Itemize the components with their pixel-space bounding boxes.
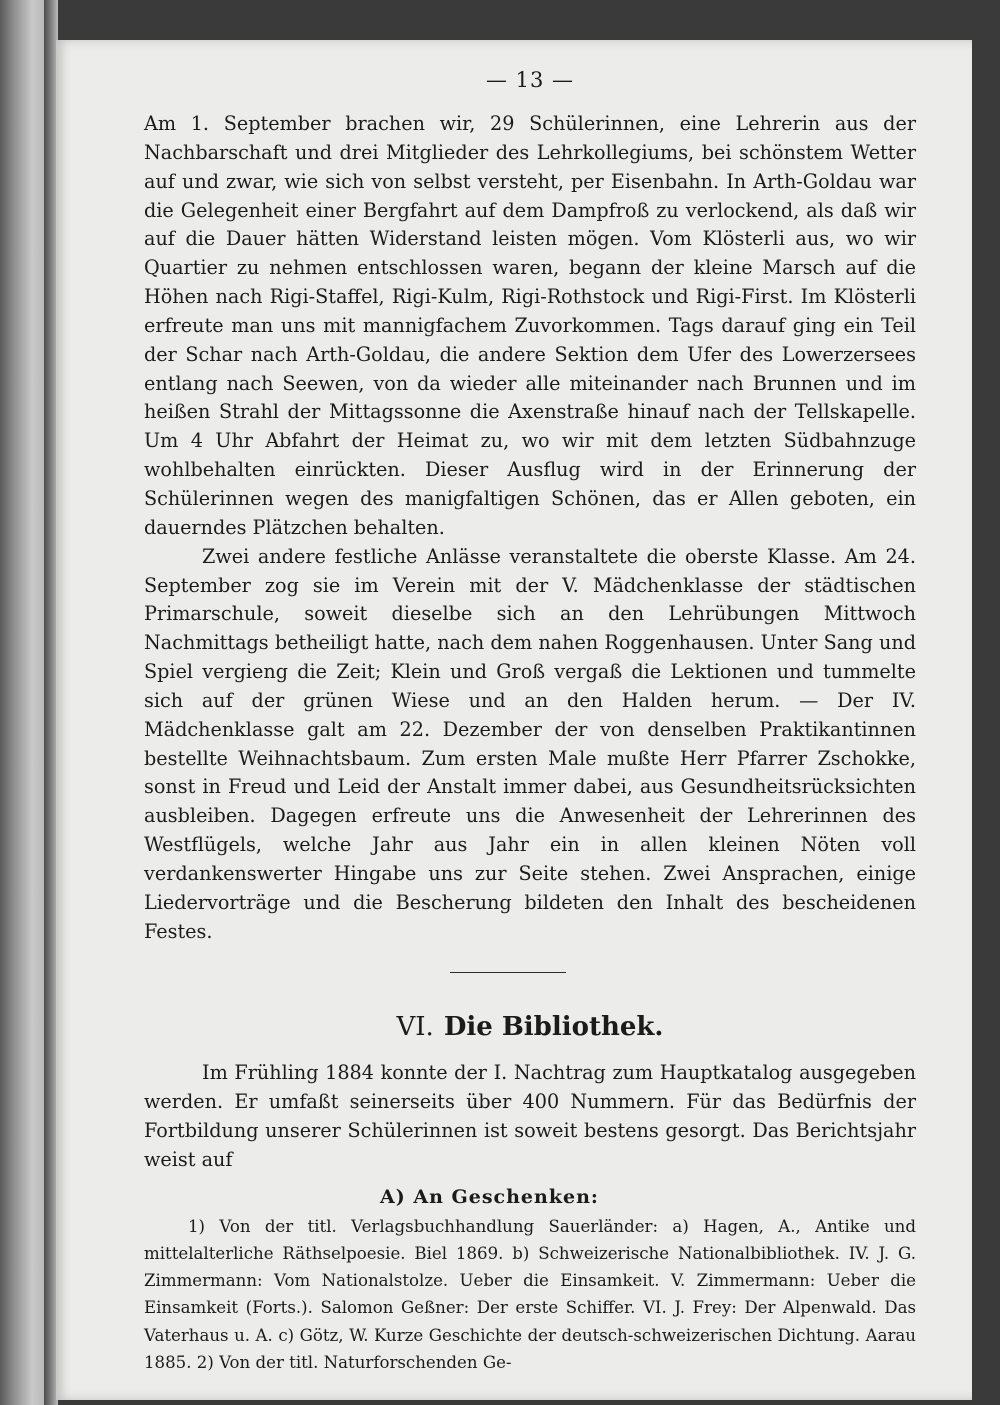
page-content (144, 68, 916, 1376)
section-title: Die Bibliothek. (443, 1012, 664, 1043)
paragraph-gifts-list: 1) Von der titl. Verlagsbuchhandlung Sauerländer: a) Hagen, A., Antike und mittelalterliche Räthselpoesie. Biel 1869. b) Schweizerische Nationalbibliothek. IV. J. G. Zimmermann: Vom Nationalstolze. Ueber die Einsamkeit. V. Zimmermann: Ueber die Einsamkeit (Forts.). Salomon Geßner: Der erste Schiffer. VI. J. Frey: Der Alpenwald. Das Vaterhaus u. A. c) Götz, W. Kurze Geschichte der deutsch-schweizerischen Dichtung. Aarau 1885. 2) Von der titl. Naturforschenden Ge- (144, 1216, 916, 1372)
paragraph-festivities: Zwei andere festliche Anlässe veranstaltete die oberste Klasse. Am 24. September zog sie im Verein mit der V. Mädchenklasse der städtischen Primarschule, soweit dieselbe sich an den Lehrübungen Mittwoch Nachmittags betheiligt hatte, nach dem nahen Roggenhausen. Unter Sang und Spiel vergieng die Zeit; Klein und Groß vergaß die Lektionen und tummelte sich auf der grünen Wiese und an den Halden herum. — Der IV. Mädchenklasse galt am 22. Dezember der von denselben Praktikantinnen bestellte Weihnachtsbaum. Zum ersten Male mußte Herr Pfarrer Zschokke, sonst in Freud und Leid der Anstalt immer dabei, aus Gesundheitsrücksichten ausbleiben. Dagegen erfreute uns die Anwesenheit der Lehrerinnen des Westflügels, welche Jahr aus Jahr ein in allen kleinen Nöten voll verdankenswerter Hingabe uns zur Seite stehen. Zwei Ansprachen, einige Liedervorträge und die Bescherung bildeten den Inhalt des bescheidenen Festes. (144, 544, 916, 943)
document-page (56, 40, 972, 1400)
page-number: — 13 — (485, 68, 575, 92)
paragraph-library: Im Frühling 1884 konnte der I. Nachtrag zum Hauptkatalog ausgegeben werden. Er umfaßt seinerseits über 400 Nummern. Für das Bedürfnis der Fortbildung unserer Schülerinnen ist soweit bestens gesorgt. Das Berichtsjahr weist auf (144, 1061, 916, 1171)
section-heading (144, 1007, 916, 1047)
paragraph-excursion: Am 1. September brachen wir, 29 Schülerinnen, eine Lehrerin aus der Nachbarschaft und drei Mitglieder des Lehrkollegiums, bei schönstem Wetter auf und zwar, wie sich von selbst versteht, per Eisenbahn. In Arth-Goldau war die Gelegenheit einer Bergfahrt auf dem Dampfroß zu verlockend, als daß wir auf die Dauer hätten Widerstand leisten mögen. Vom Klösterli aus, wo wir Quartier zu nehmen entschlossen waren, begann der kleine Marsch auf die Höhen nach Rigi-Staffel, Rigi-Kulm, Rigi-Rothstock und Rigi-First. Im Klösterli erfreute man uns mit mannigfachem Zuvorkommen. Tags darauf ging ein Teil der Schar nach Arth-Goldau, die andere Sektion dem Ufer des Lowerzersees entlang nach Seewen, von da wieder alle miteinander nach Brunnen und im heißen Strahl der Mittagssonne die Axenstraße hinauf nach der Tellskapelle. Um 4 Uhr Abfahrt der Heimat zu, wo wir mit dem letzten Südbahnzuge wohlbehalten einrückten. Dieser Ausflug wird in der Erinnerung der Schülerinnen wegen des manigfaltigen Schönen, das er Allen geboten, ein dauerndes Plätzchen behalten. (144, 112, 916, 539)
section-number: VI. (396, 1012, 434, 1043)
adjacent-page-edge (0, 0, 46, 1405)
subsection-heading: A) An Geschenken: (380, 1185, 599, 1208)
section-divider (450, 972, 566, 973)
